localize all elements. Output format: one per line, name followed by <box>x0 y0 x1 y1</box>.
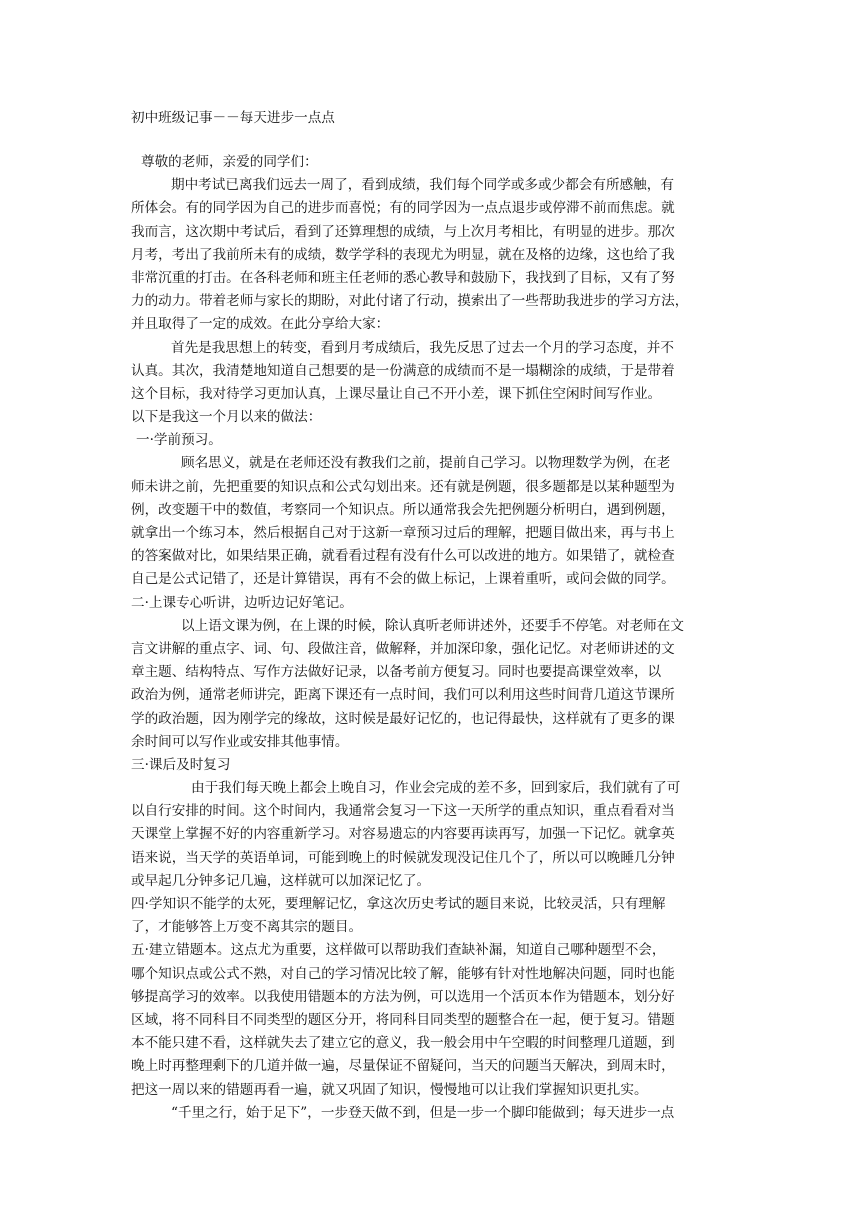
paragraph-line: 月考，考出了我前所未有的成绩，数学学科的表现尤为明显，就在及格的边缘，这也给了我 <box>131 246 675 263</box>
paragraph-line: 以下是我这一个月以来的做法： <box>131 409 322 426</box>
paragraph-line: 区域，将不同科目不同类型的题区分开，将同科目同类型的题整合在一起，便于复习。错题 <box>131 1011 675 1028</box>
paragraph-line: 就拿出一个练习本，然后根据自己对于这新一章预习过后的理解，把题目做出来，再与书上 <box>131 525 675 541</box>
section-heading: 五·建立错题本。这点尤为重要，这样做可以帮助我们查缺补漏，知道自己哪种题型不会， <box>131 942 666 959</box>
paragraph-line: 晚上时再整理剩下的几道并做一遍，尽量保证不留疑问，当天的问题当天解决，到周末时， <box>131 1058 675 1075</box>
paragraph-line: 由于我们每天晚上都会上晚自习，作业会完成的差不多，回到家后，我们就有了可 <box>191 780 681 797</box>
section-heading: 二·上课专心听讲，边听边记好笔记。 <box>131 594 353 611</box>
paragraph-line: 够提高学习的效率。以我使用错题本的方法为例，可以选用一个活页本作为错题本，划分好 <box>131 988 675 1005</box>
section-heading: 一·学前预习。 <box>136 432 222 449</box>
paragraph-line: 政治为例，通常老师讲完，距离下课还有一点时间，我们可以利用这些时间背几道这节课所 <box>131 687 675 704</box>
paragraph-line: 余时间可以写作业或安排其他事情。 <box>131 733 349 750</box>
paragraph-line: 认真。其次，我清楚地知道自己想要的是一份满意的成绩而不是一塌糊涂的成绩，于是带着 <box>131 362 675 379</box>
document-body <box>131 151 731 1125</box>
paragraph-line: 了，才能够答上万变不离其宗的题目。 <box>131 919 363 936</box>
paragraph-line: 的答案做对比，如果结果正确，就看看过程有没有什么可以改进的地方。如果错了，就检查 <box>131 548 675 565</box>
paragraph-line: 天课堂上掌握不好的内容重新学习。对容易遗忘的内容要再读再写，加强一下记忆。就拿英 <box>131 826 675 843</box>
paragraph-line: 以自行安排的时间。这个时间内，我通常会复习一下这一天所学的重点知识，重点看看对当 <box>131 803 675 820</box>
paragraph-line: 把这一周以来的错题再看一遍，就又巩固了知识，慢慢地可以让我们掌握知识更扎实。 <box>131 1081 648 1098</box>
paragraph-line: 这个目标，我对待学习更加认真，上课尽量让自己不开小差，课下抓住空闲时间写作业。 <box>131 385 662 402</box>
paragraph-line: 非常沉重的打击。在各科老师和班主任老师的悉心教导和鼓励下，我找到了目标，又有了努 <box>131 269 675 286</box>
paragraph-line: 本不能只建不看，这样就失去了建立它的意义，我一般会用中午空暇的时间整理几道题，到 <box>131 1035 675 1052</box>
paragraph-line: 例，改变题干中的数值，考察同一个知识点。所以通常我会先把例题分析明白，遇到例题， <box>131 501 675 518</box>
paragraph-line: “千里之行，始于足下”，一步登天做不到，但是一步一个脚印能做到；每天进步一点 <box>171 1104 675 1121</box>
paragraph-line: 哪个知识点或公式不熟，对自己的学习情况比较了解，能够有针对性地解决问题，同时也能 <box>131 965 675 982</box>
document-title: 初中班级记事－－每天进步一点点 <box>131 110 335 126</box>
paragraph-line: 以上语文课为例，在上课的时候，除认真听老师讲述外，还要手不停笔。对老师在文 <box>181 617 684 634</box>
paragraph-line: 我而言，这次期中考试后，看到了还算理想的成绩，与上次月考相比，有明显的进步。那次 <box>131 223 675 240</box>
paragraph-line: 师未讲之前，先把重要的知识点和公式勾划出来。还有就是例题，很多题都是以某种题型为 <box>131 478 675 495</box>
paragraph-line: 语来说，当天学的英语单词，可能到晚上的时候就发现没记住几个了，所以可以晚睡几分钟 <box>131 849 675 866</box>
paragraph-line: 学的政治题，因为刚学完的缘故，这时候是最好记忆的，也记得最快，这样就有了更多的课 <box>131 710 675 727</box>
paragraph-line: 力的动力。带着老师与家长的期盼，对此付诸了行动，摸索出了一些帮助我进步的学习方法， <box>131 293 689 310</box>
section-heading: 四·学知识不能学的太死，要理解记忆，拿这次历史考试的题目来说，比较灵活，只有理解 <box>131 896 666 912</box>
paragraph-line: 期中考试已离我们远去一周了，看到成绩，我们每个同学或多或少都会有所感触，有 <box>171 177 674 194</box>
paragraph-line: 言文讲解的重点字、词、句、段做注音，做解释，并加深印象，强化记忆。对老师讲述的文 <box>131 640 675 657</box>
salutation: 尊敬的老师，亲爱的同学们： <box>141 154 318 170</box>
paragraph-line: 章主题、结构特点、写作方法做好记录，以备考前方便复习。同时也要提高课堂效率，以 <box>131 664 662 681</box>
paragraph-line: 自己是公式记错了，还是计算错误，再有不会的做上标记，上课着重听，或问会做的同学。 <box>131 571 675 588</box>
paragraph-line: 所体会。有的同学因为自己的进步而喜悦；有的同学因为一点点退步或停滞不前而焦虑。就 <box>131 200 675 217</box>
section-heading: 三·课后及时复习 <box>131 756 231 773</box>
paragraph-line: 顾名思义，就是在老师还没有教我们之前，提前自己学习。以物理数学为例，在老 <box>181 455 671 472</box>
paragraph-line: 首先是我思想上的转变，看到月考成绩后，我先反思了过去一个月的学习态度，并不 <box>171 339 674 356</box>
paragraph-line: 并且取得了一定的成效。在此分享给大家： <box>131 316 390 333</box>
paragraph-line: 或早起几分钟多记几遍，这样就可以加深记忆了。 <box>131 872 431 889</box>
